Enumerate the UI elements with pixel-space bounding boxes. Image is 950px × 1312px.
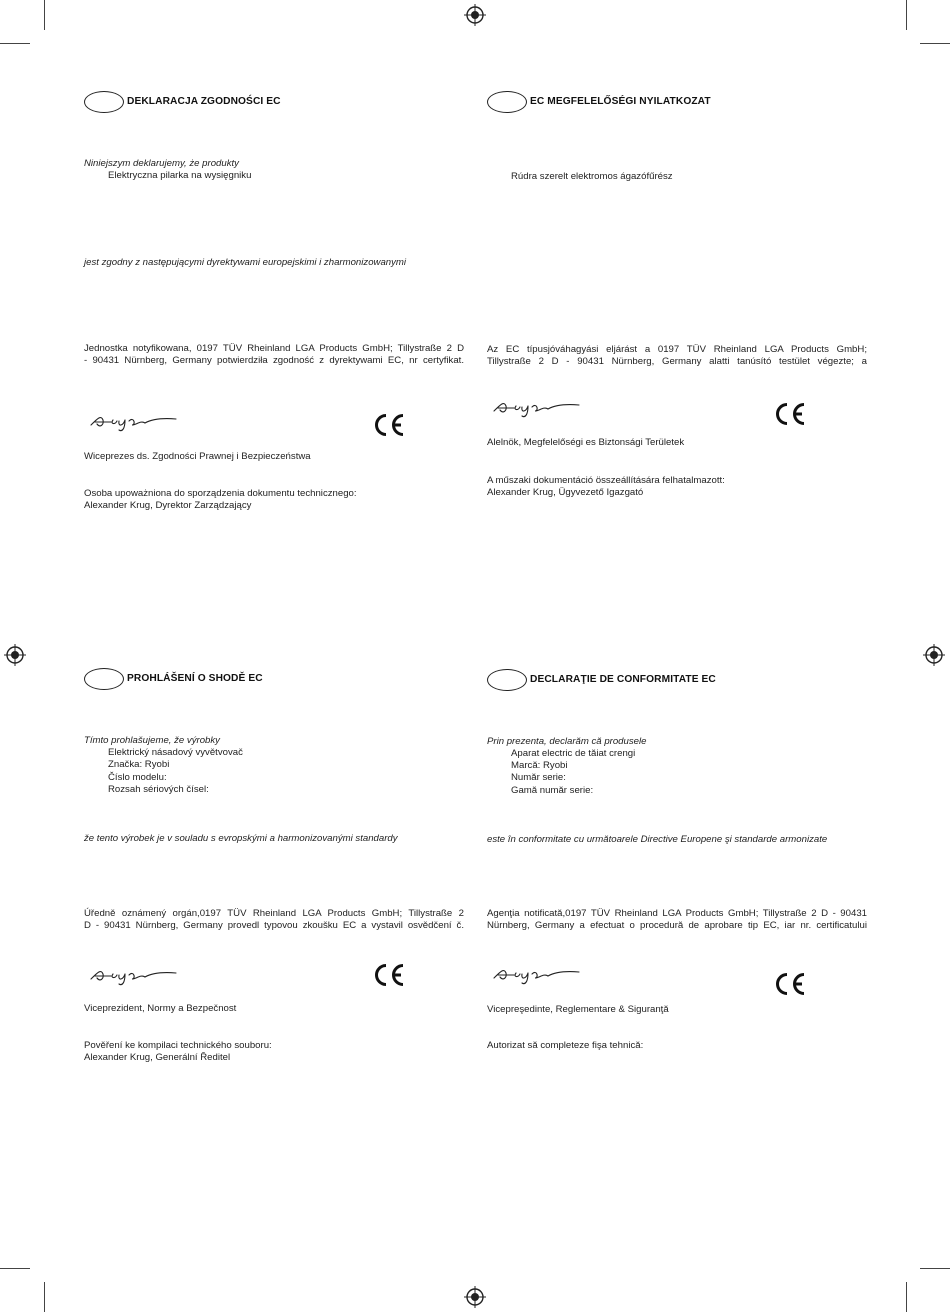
product-item: Rozsah sériových čísel: — [108, 784, 209, 795]
language-oval-icon — [487, 669, 527, 691]
panel-header — [487, 91, 711, 113]
ce-mark-icon — [773, 401, 807, 427]
crop-mark — [44, 0, 45, 30]
signature-icon — [88, 965, 180, 987]
product-item: Marcă: Ryobi — [511, 760, 568, 771]
authorized-person: Alexander Krug, Ügyvezető Igazgató — [487, 487, 644, 498]
product-item: Elektrický násadový vyvětvovač — [108, 747, 243, 758]
panel-title: EC MEGFELELŐSÉGI NYILATKOZAT — [530, 95, 711, 107]
crop-mark — [44, 1282, 45, 1312]
directive-text: este în conformitate cu următoarele Directive Europene şi standarde armonizate — [487, 834, 828, 845]
authorization-line: Autorizat să completeze fişa tehnică: — [487, 1040, 644, 1051]
language-oval-icon — [84, 668, 124, 690]
notified-body-line: Agenţia notificată,0197 TÜV Rheinland LGA Products GmbH; Tillystraße 2 D - 90431 — [487, 908, 867, 919]
notified-body-line: Nürnberg, Germany a efectuat o procedură de aprobare tip EC, iar nr. certificatului — [487, 920, 867, 931]
signature-icon — [88, 411, 180, 433]
authorized-person: Alexander Krug, Generální Ředitel — [84, 1052, 231, 1063]
product-item: Rúdra szerelt elektromos ágazófűrész — [511, 171, 673, 182]
notified-body-line: Tillystraße 2 D - 90431 Nürnberg, Germany alatti tanúsító testület végezte; a — [487, 356, 867, 367]
panel-header — [84, 668, 263, 690]
crop-mark — [0, 43, 30, 44]
ce-mark-icon — [372, 412, 406, 438]
product-item: Număr serie: — [511, 772, 566, 783]
registration-mark-icon — [464, 4, 486, 26]
directive-text: že tento výrobek je v souladu s evropskými a harmonizovanými standardy — [84, 833, 398, 844]
declaration-panel-cz — [84, 668, 464, 1078]
declaration-panel-ro — [487, 669, 867, 1079]
notified-body-line: Az EC típusjóváhagyási eljárást a 0197 TÜV Rheinland LGA Products GmbH; — [487, 344, 867, 355]
ce-mark-icon — [372, 962, 406, 988]
notified-body-line: - 90431 Nürnberg, Germany potwierdziła zgodność z dyrektywami EC, nr certyfikat. — [84, 355, 464, 366]
intro-text: Tímto prohlašujeme, že výrobky — [84, 735, 220, 746]
directive-text: jest zgodny z następującymi dyrektywami europejskimi i zharmonizowanymi — [84, 257, 407, 268]
product-item: Číslo modelu: — [108, 772, 167, 783]
product-item: Značka: Ryobi — [108, 759, 170, 770]
panel-title: PROHLÁŠENÍ O SHODĚ EC — [127, 672, 263, 684]
panel-header — [84, 91, 281, 113]
authorization-line: Pověření ke kompilaci technického souboru: — [84, 1040, 272, 1051]
signatory-role: Viceprezident, Normy a Bezpečnost — [84, 1003, 237, 1014]
crop-mark — [920, 1268, 950, 1269]
ce-mark-icon — [773, 971, 807, 997]
authorized-person: Alexander Krug, Dyrektor Zarządzający — [84, 500, 252, 511]
panel-title: DEKLARACJA ZGODNOŚCI EC — [127, 95, 281, 107]
crop-mark — [0, 1268, 30, 1269]
language-oval-icon — [84, 91, 124, 113]
intro-text: Prin prezenta, declarăm că produsele — [487, 736, 647, 747]
declaration-panel-pl — [84, 91, 464, 521]
signature-icon — [491, 397, 583, 419]
notified-body-line: Úředně oznámený orgán,0197 TÜV Rheinland LGA Products GmbH; Tillystraße 2 — [84, 908, 464, 919]
panel-header — [487, 669, 716, 691]
product-item: Aparat electric de tăiat crengi — [511, 748, 636, 759]
registration-mark-icon — [464, 1286, 486, 1308]
panel-title: DECLARAŢIE DE CONFORMITATE EC — [530, 673, 716, 685]
registration-mark-icon — [4, 644, 26, 666]
notified-body-line: Jednostka notyfikowana, 0197 TÜV Rheinland LGA Products GmbH; Tillystraße 2 D — [84, 343, 464, 354]
authorization-line: A műszaki dokumentáció összeállítására felhatalmazott: — [487, 475, 725, 486]
product-item: Gamă număr serie: — [511, 785, 594, 796]
registration-mark-icon — [923, 644, 945, 666]
declaration-panel-hu — [487, 91, 867, 521]
language-oval-icon — [487, 91, 527, 113]
signature-icon — [491, 964, 583, 986]
intro-text: Niniejszym deklarujemy, że produkty — [84, 158, 239, 169]
notified-body-line: D - 90431 Nürnberg, Germany provedl typovou zkoušku EC a vystavil osvědčení č. — [84, 920, 464, 931]
signatory-role: Vicepreşedinte, Reglementare & Siguranţă — [487, 1004, 669, 1015]
signatory-role: Alelnök, Megfelelőségi es Biztonsági Területek — [487, 437, 685, 448]
authorization-line: Osoba upoważniona do sporządzenia dokumentu technicznego: — [84, 488, 357, 499]
product-item: Elektryczna pilarka na wysięgniku — [108, 170, 252, 181]
crop-mark — [906, 0, 907, 30]
crop-mark — [920, 43, 950, 44]
crop-mark — [906, 1282, 907, 1312]
signatory-role: Wiceprezes ds. Zgodności Prawnej i Bezpieczeństwa — [84, 451, 311, 462]
